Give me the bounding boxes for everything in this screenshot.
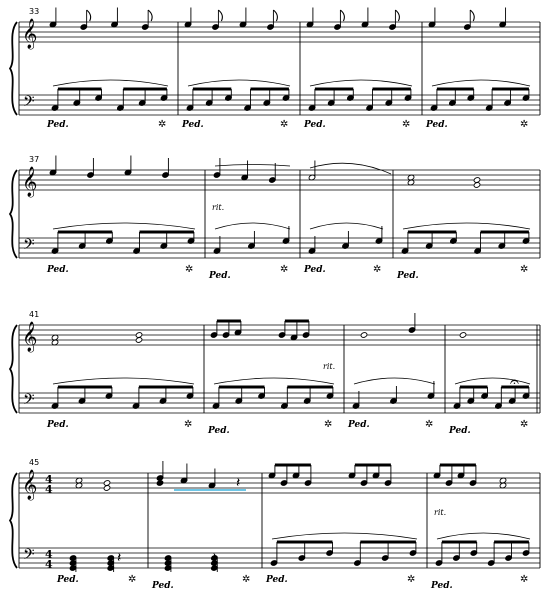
bass-clef: 𝄢 bbox=[23, 93, 35, 114]
measure-number: 37 bbox=[29, 155, 40, 164]
pedal-release-mark: ✲ bbox=[324, 419, 333, 430]
slur bbox=[437, 533, 530, 539]
pedal-release-mark: ✲ bbox=[128, 574, 137, 585]
quarter-rest: 𝄽 bbox=[117, 550, 122, 566]
pedal-mark: Ped. bbox=[304, 265, 326, 275]
bass-clef: 𝄢 bbox=[23, 391, 35, 412]
pedal-release-mark: ✲ bbox=[280, 119, 289, 130]
note-head bbox=[360, 332, 367, 338]
time-signature-denominator: 4 bbox=[45, 483, 53, 496]
slur bbox=[310, 163, 391, 174]
measure-number: 33 bbox=[29, 7, 40, 16]
treble-clef: 𝄞 bbox=[22, 167, 38, 197]
bass-clef: 𝄢 bbox=[23, 546, 35, 567]
measure-number: 45 bbox=[29, 458, 40, 467]
brace bbox=[10, 473, 17, 568]
brace bbox=[10, 22, 17, 115]
note-flag bbox=[273, 10, 277, 21]
note-flag bbox=[470, 10, 474, 21]
note-flag bbox=[395, 10, 399, 21]
system-2 bbox=[10, 155, 540, 281]
slur bbox=[53, 223, 195, 229]
pedal-mark: Ped. bbox=[47, 420, 69, 430]
brace bbox=[10, 170, 17, 258]
pedal-release-mark: ✲ bbox=[520, 419, 529, 430]
slur bbox=[272, 533, 417, 539]
pedal-release-mark: ✲ bbox=[373, 264, 382, 275]
pedal-release-mark: ✲ bbox=[520, 264, 529, 275]
pedal-release-mark: ✲ bbox=[158, 119, 167, 130]
quarter-rest: 𝄽 bbox=[212, 550, 217, 566]
pedal-mark: Ped. bbox=[208, 426, 230, 436]
time-signature-numerator: 4 bbox=[45, 548, 53, 561]
slur bbox=[53, 378, 194, 384]
quarter-rest: 𝄽 bbox=[236, 475, 241, 491]
system-4 bbox=[10, 458, 540, 591]
slur bbox=[215, 223, 290, 229]
treble-clef: 𝄞 bbox=[22, 322, 38, 352]
note-flag bbox=[340, 10, 344, 21]
slur bbox=[403, 223, 530, 229]
pedal-release-mark: ✲ bbox=[184, 419, 193, 430]
pedal-mark: Ped. bbox=[449, 426, 471, 436]
note-flag bbox=[148, 10, 152, 21]
ritardando-marking: rit. bbox=[434, 508, 447, 517]
pedal-mark: Ped. bbox=[209, 271, 231, 281]
time-signature-denominator: 4 bbox=[45, 558, 53, 571]
note-head bbox=[473, 177, 480, 183]
pedal-release-mark: ✲ bbox=[520, 574, 529, 585]
slur bbox=[310, 80, 412, 86]
note-head bbox=[103, 480, 110, 486]
slur bbox=[188, 80, 290, 86]
note-flag bbox=[87, 10, 91, 21]
treble-clef: 𝄞 bbox=[22, 19, 38, 49]
ritardando-marking: rit. bbox=[323, 362, 336, 371]
system-1 bbox=[10, 7, 540, 130]
pedal-mark: Ped. bbox=[47, 265, 69, 275]
slur bbox=[354, 378, 435, 384]
slur bbox=[215, 165, 290, 167]
system-3 bbox=[10, 310, 540, 436]
time-signature-numerator: 4 bbox=[45, 473, 53, 486]
pedal-release-mark: ✲ bbox=[242, 574, 251, 585]
slur bbox=[432, 80, 530, 86]
pedal-mark: Ped. bbox=[348, 420, 370, 430]
pedal-release-mark: ✲ bbox=[425, 419, 434, 430]
pedal-release-mark: ✲ bbox=[280, 264, 289, 275]
pedal-release-mark: ✲ bbox=[402, 119, 411, 130]
treble-clef: 𝄞 bbox=[22, 470, 38, 500]
ritardando-marking: rit. bbox=[212, 203, 225, 212]
brace bbox=[10, 325, 17, 413]
pedal-release-mark: ✲ bbox=[185, 264, 194, 275]
pedal-mark: Ped. bbox=[182, 120, 204, 130]
slur bbox=[53, 80, 168, 86]
bass-clef: 𝄢 bbox=[23, 236, 35, 257]
slur bbox=[214, 378, 334, 384]
slur bbox=[310, 223, 383, 229]
note-head bbox=[459, 332, 466, 338]
pedal-mark: Ped. bbox=[266, 575, 288, 585]
pedal-mark: Ped. bbox=[426, 120, 448, 130]
pedal-release-mark: ✲ bbox=[520, 119, 529, 130]
pedal-mark: Ped. bbox=[47, 120, 69, 130]
pedal-release-mark: ✲ bbox=[407, 574, 416, 585]
measure-number: 41 bbox=[29, 310, 40, 319]
pedal-mark: Ped. bbox=[57, 575, 79, 585]
pedal-mark: Ped. bbox=[431, 581, 453, 591]
fermata: 𝄐 bbox=[510, 372, 519, 391]
pedal-mark: Ped. bbox=[397, 271, 419, 281]
pedal-mark: Ped. bbox=[152, 581, 174, 591]
note-flag bbox=[218, 10, 222, 21]
note-head bbox=[135, 332, 142, 338]
pedal-mark: Ped. bbox=[304, 120, 326, 130]
